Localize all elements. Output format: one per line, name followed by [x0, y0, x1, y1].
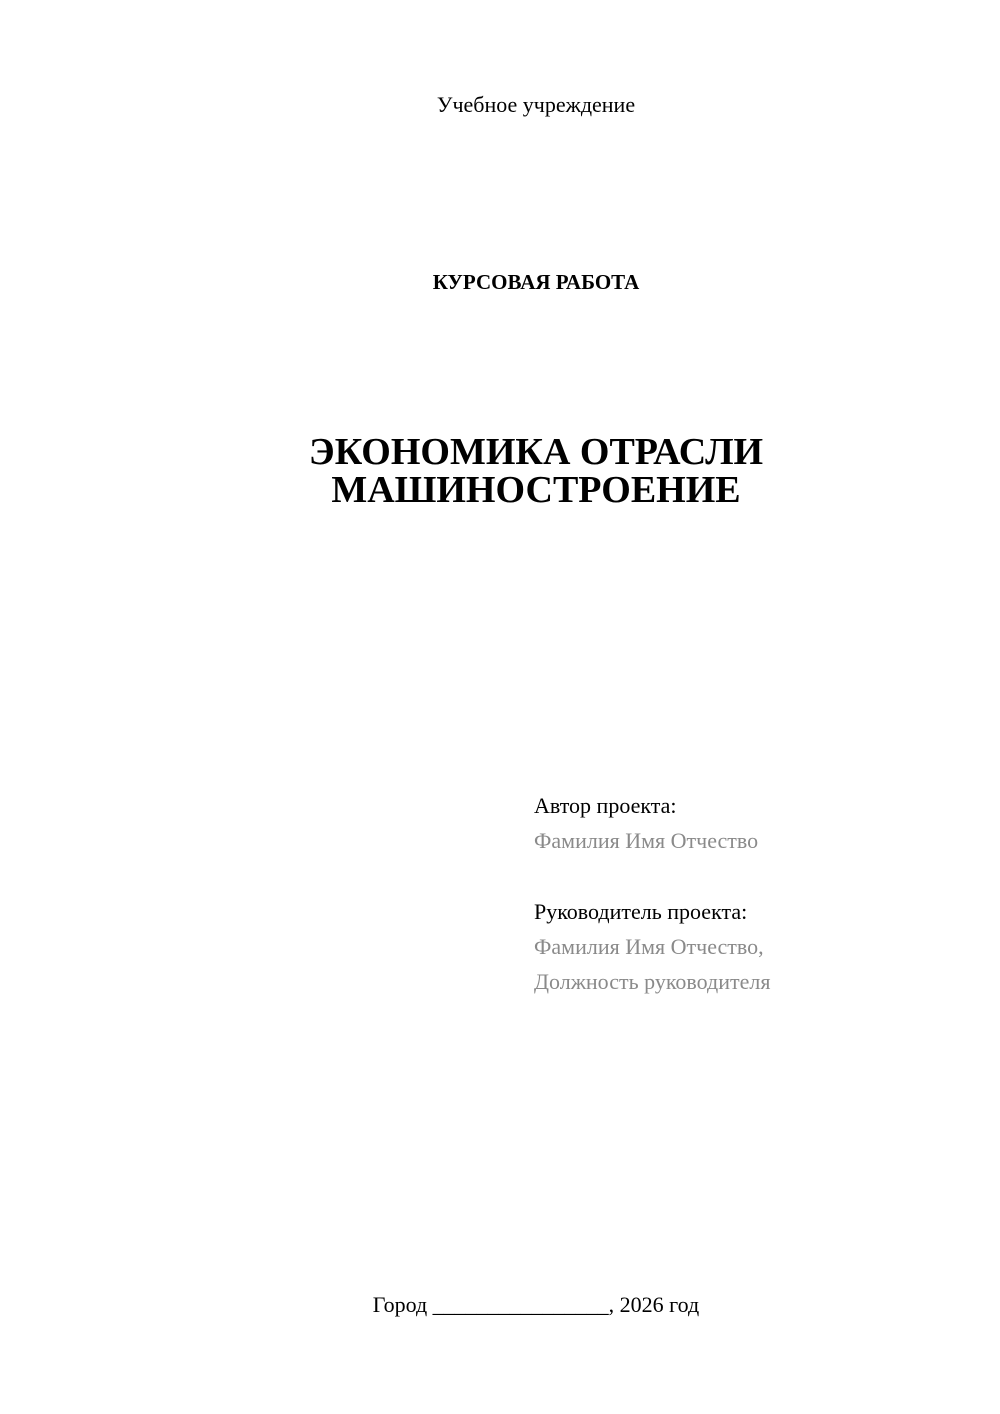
meta-spacer: [534, 858, 974, 894]
supervisor-position: Должность руководителя: [534, 969, 771, 994]
title-line-1: ЭКОНОМИКА ОТРАСЛИ: [308, 431, 764, 473]
project-meta: [534, 788, 974, 999]
city-year-footer: Город ________________, 2026 год: [372, 1292, 700, 1317]
document-title: [0, 433, 1000, 509]
author-label: Автор проекта:: [534, 793, 677, 818]
supervisor-label: Руководитель проекта:: [534, 899, 748, 924]
author-name: Фамилия Имя Отчество: [534, 828, 759, 853]
title-line-2: МАШИНОСТРОЕНИЕ: [331, 469, 741, 511]
document-type: КУРСОВАЯ РАБОТА: [432, 270, 640, 294]
supervisor-name: Фамилия Имя Отчество,: [534, 934, 764, 959]
institution-name: Учебное учреждение: [436, 92, 636, 117]
